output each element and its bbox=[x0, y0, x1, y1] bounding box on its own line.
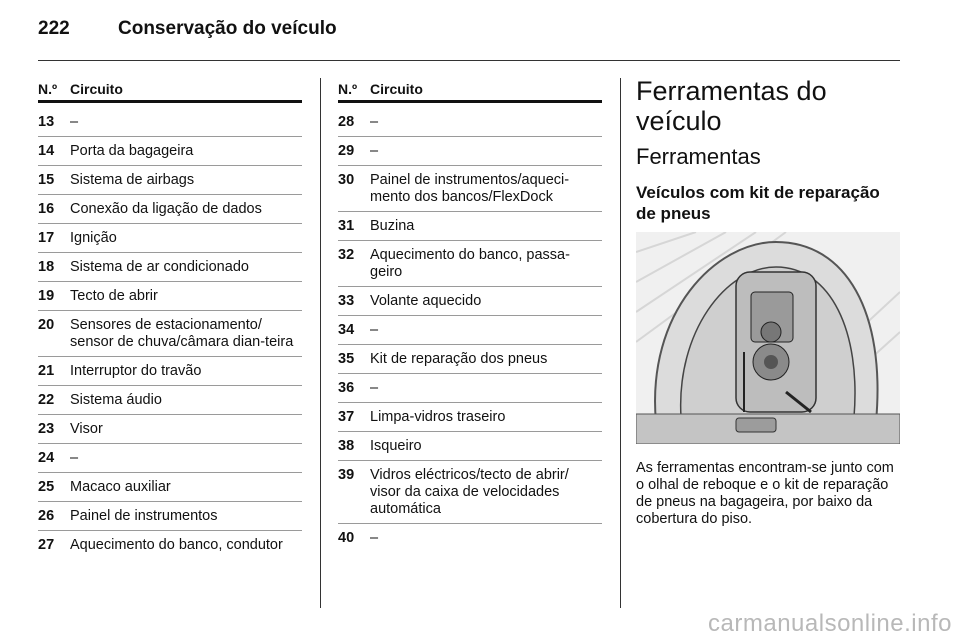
section-heading: Ferramentas do veículo bbox=[636, 76, 827, 136]
fuse-circuit: Isqueiro bbox=[370, 438, 422, 454]
fuse-number: 16 bbox=[38, 201, 55, 217]
fuse-circuit: Porta da bagageira bbox=[70, 143, 194, 159]
fuse-circuit: Aquecimento do banco, passa-geiro bbox=[370, 247, 570, 280]
fuse-number: 37 bbox=[338, 409, 355, 425]
fuse-circuit: Volante aquecido bbox=[370, 293, 482, 309]
table-header-rule bbox=[38, 100, 302, 103]
tools-section bbox=[636, 76, 904, 528]
fuse-circuit: Tecto de abrir bbox=[70, 288, 158, 304]
header-number: N.º bbox=[338, 81, 358, 97]
fuse-rows-right bbox=[338, 108, 602, 552]
fuse-row bbox=[38, 415, 302, 444]
fuse-circuit: Painel de instrumentos bbox=[70, 508, 218, 524]
fuse-circuit: Sistema áudio bbox=[70, 392, 162, 408]
table-header bbox=[38, 78, 302, 100]
fuse-row bbox=[338, 374, 602, 403]
page-header bbox=[38, 10, 900, 62]
column-divider-1 bbox=[320, 78, 321, 608]
page-number: 222 bbox=[38, 18, 70, 39]
fuse-circuit: Interruptor do travão bbox=[70, 363, 202, 379]
fuse-number: 29 bbox=[338, 143, 355, 159]
fuse-number: 32 bbox=[338, 247, 355, 263]
fuse-number: 30 bbox=[338, 172, 355, 188]
fuse-row bbox=[38, 444, 302, 473]
fuse-row bbox=[338, 524, 602, 552]
fuse-circuit: – bbox=[370, 380, 379, 396]
fuse-row bbox=[338, 403, 602, 432]
fuse-circuit: Visor bbox=[70, 421, 103, 437]
fuse-number: 26 bbox=[38, 508, 55, 524]
fuse-number: 15 bbox=[38, 172, 55, 188]
fuse-circuit: – bbox=[370, 114, 379, 130]
fuse-number: 23 bbox=[38, 421, 55, 437]
fuse-row bbox=[38, 502, 302, 531]
fuse-number: 14 bbox=[38, 143, 55, 159]
fuse-row bbox=[338, 287, 602, 316]
fuse-row bbox=[338, 316, 602, 345]
fuse-row bbox=[338, 345, 602, 374]
fuse-row bbox=[338, 461, 602, 524]
fuse-circuit: – bbox=[370, 530, 379, 546]
fuse-number: 36 bbox=[338, 380, 355, 396]
fuse-number: 39 bbox=[338, 467, 355, 483]
fuse-row bbox=[38, 166, 302, 195]
fuse-number: 24 bbox=[38, 450, 55, 466]
fuse-circuit: – bbox=[70, 114, 79, 130]
fuse-circuit: Buzina bbox=[370, 218, 415, 234]
fuse-row bbox=[38, 357, 302, 386]
fuse-row bbox=[38, 137, 302, 166]
fuse-number: 21 bbox=[38, 363, 55, 379]
fuse-number: 28 bbox=[338, 114, 355, 130]
fuse-number: 17 bbox=[38, 230, 55, 246]
fuse-row bbox=[338, 108, 602, 137]
fuse-circuit: Sistema de ar condicionado bbox=[70, 259, 249, 275]
fuse-circuit: Ignição bbox=[70, 230, 117, 246]
header-number: N.º bbox=[38, 81, 58, 97]
fuse-number: 33 bbox=[338, 293, 355, 309]
fuse-number: 35 bbox=[338, 351, 355, 367]
fuse-number: 13 bbox=[38, 114, 55, 130]
table-header-rule bbox=[338, 100, 602, 103]
fuse-row bbox=[38, 531, 302, 559]
section-subsubheading: Veículos com kit de reparação de pneus bbox=[636, 183, 880, 223]
fuse-circuit: Kit de reparação dos pneus bbox=[370, 351, 548, 367]
fuse-circuit: – bbox=[370, 143, 379, 159]
header-divider bbox=[38, 60, 900, 61]
table-header bbox=[338, 78, 602, 100]
fuse-number: 40 bbox=[338, 530, 355, 546]
trunk-illustration bbox=[636, 232, 900, 444]
fuse-row bbox=[38, 282, 302, 311]
fuse-number: 22 bbox=[38, 392, 55, 408]
fuse-row bbox=[338, 212, 602, 241]
page-title: Conservação do veículo bbox=[118, 18, 337, 39]
fuse-number: 38 bbox=[338, 438, 355, 454]
fuse-number: 27 bbox=[38, 537, 55, 553]
fuse-number: 25 bbox=[38, 479, 55, 495]
fuse-circuit: Vidros eléctricos/tecto de abrir/ visor da caixa de velocidades automática bbox=[370, 467, 569, 517]
fuse-circuit: – bbox=[70, 450, 79, 466]
fuse-row bbox=[38, 473, 302, 502]
trunk-tools-image bbox=[636, 232, 900, 444]
fuse-row bbox=[338, 432, 602, 461]
fuse-circuit: Conexão da ligação de dados bbox=[70, 201, 262, 217]
fuse-table-left bbox=[38, 78, 302, 559]
fuse-circuit: Macaco auxiliar bbox=[70, 479, 171, 495]
header-circuit: Circuito bbox=[370, 81, 423, 97]
fuse-number: 31 bbox=[338, 218, 355, 234]
fuse-row bbox=[38, 224, 302, 253]
fuse-circuit: – bbox=[370, 322, 379, 338]
fuse-row bbox=[338, 137, 602, 166]
fuse-number: 20 bbox=[38, 317, 55, 333]
column-divider-2 bbox=[620, 78, 621, 608]
fuse-table-right bbox=[338, 78, 602, 552]
fuse-circuit: Sensores de estacionamento/ sensor de chuva/câmara dian-teira bbox=[70, 317, 294, 350]
fuse-rows-left bbox=[38, 108, 302, 559]
fuse-circuit: Aquecimento do banco, condutor bbox=[70, 537, 283, 553]
fuse-row bbox=[38, 108, 302, 137]
fuse-row bbox=[338, 241, 602, 287]
header-circuit: Circuito bbox=[70, 81, 123, 97]
fuse-row bbox=[38, 195, 302, 224]
image-caption: As ferramentas encontram-se junto com o olhal de reboque e o kit de reparação de pneus na bagageira, por baixo da cobertura do piso. bbox=[636, 460, 894, 527]
fuse-circuit: Painel de instrumentos/aqueci-mento dos bancos/FlexDock bbox=[370, 172, 570, 205]
fuse-number: 18 bbox=[38, 259, 55, 275]
fuse-row bbox=[38, 253, 302, 282]
fuse-number: 34 bbox=[338, 322, 355, 338]
fuse-number: 19 bbox=[38, 288, 55, 304]
fuse-circuit: Limpa-vidros traseiro bbox=[370, 409, 506, 425]
section-subheading: Ferramentas bbox=[636, 144, 761, 169]
fuse-row bbox=[338, 166, 602, 212]
fuse-row bbox=[38, 386, 302, 415]
watermark: carmanualsonline.info bbox=[708, 610, 952, 637]
fuse-row bbox=[38, 311, 302, 357]
fuse-circuit: Sistema de airbags bbox=[70, 172, 195, 188]
